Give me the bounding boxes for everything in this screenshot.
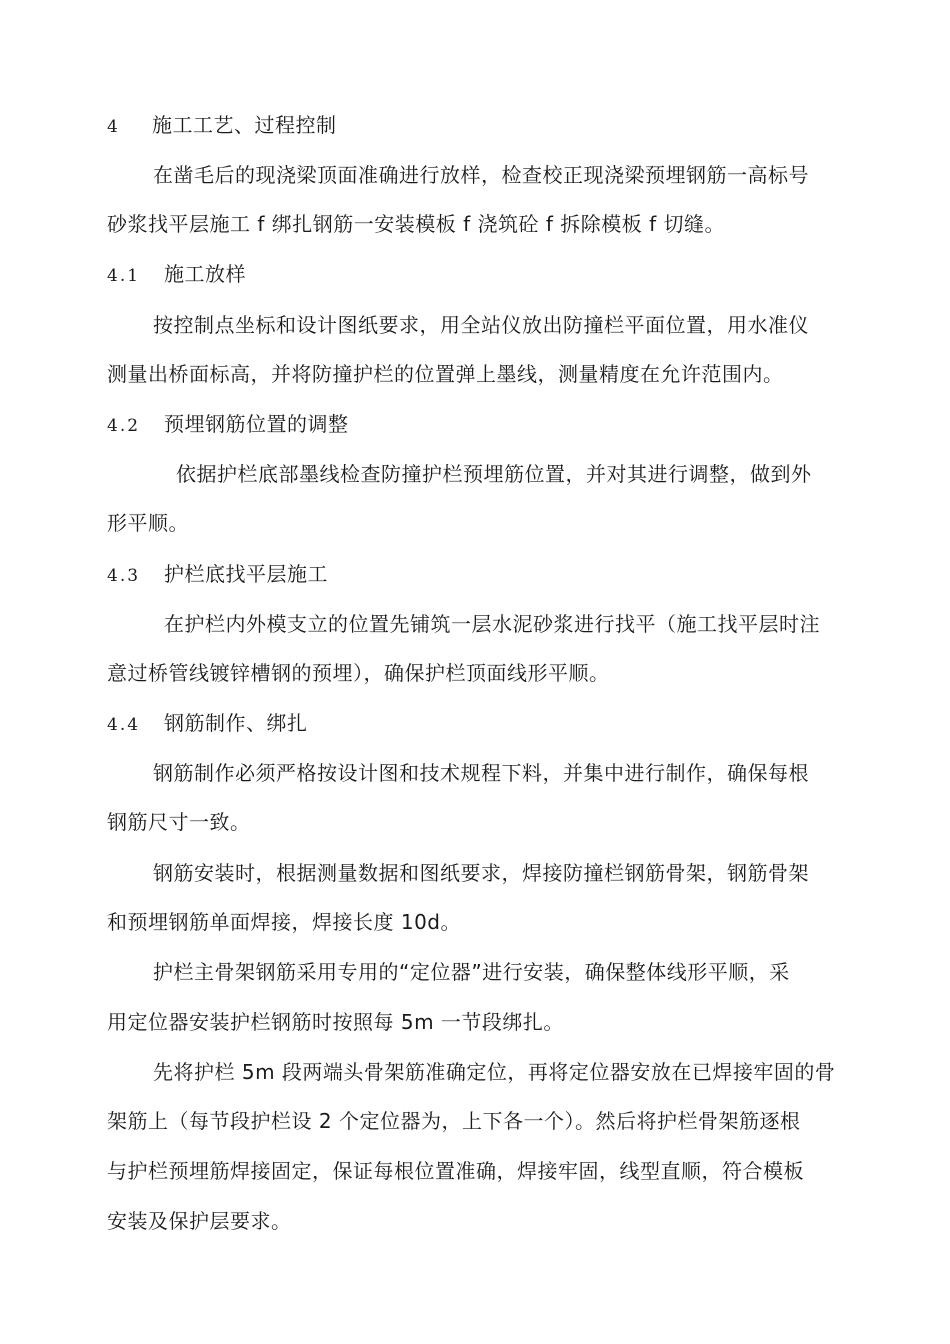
paragraph-line: 用定位器安装护栏钢筋时按照每 5m 一节段绑扎。 xyxy=(107,1010,564,1034)
section-4-3-heading xyxy=(107,560,328,588)
paragraph-line: 先将护栏 5m 段两端头骨架筋准确定位，再将定位器安放在已焊接牢固的骨 xyxy=(153,1060,836,1084)
section-title: 施工工艺、过程控制 xyxy=(152,113,337,137)
section-number: 4 xyxy=(107,117,120,137)
paragraph-line: 按控制点坐标和设计图纸要求，用全站仪放出防撞栏平面位置，用水准仪 xyxy=(153,313,809,337)
section-number: 4.4 xyxy=(107,715,141,735)
section-4-4-heading xyxy=(107,709,308,737)
paragraph-line: 在凿毛后的现浇梁顶面准确进行放样，检查校正现浇梁预埋钢筋一高标号 xyxy=(153,163,809,187)
section-title: 钢筋制作、绑扎 xyxy=(164,711,308,735)
paragraph-line: 护栏主骨架钢筋采用专用的“定位器”进行安装，确保整体线形平顺，采 xyxy=(153,960,790,984)
paragraph-line: 形平顺。 xyxy=(107,511,189,535)
paragraph-line: 钢筋制作必须严格按设计图和技术规程下料，并集中进行制作，确保每根 xyxy=(153,761,809,785)
paragraph-line: 钢筋尺寸一致。 xyxy=(107,810,251,834)
paragraph-line: 测量出桥面标高，并将防撞护栏的位置弹上墨线，测量精度在允许范围内。 xyxy=(107,362,784,386)
section-4-1-heading xyxy=(107,260,246,288)
section-4-heading xyxy=(107,111,337,139)
section-4-2-heading xyxy=(107,410,349,438)
paragraph-line: 依据护栏底部墨线检查防撞护栏预埋筋位置，并对其进行调整，做到外 xyxy=(176,462,812,486)
section-title: 护栏底找平层施工 xyxy=(164,562,328,586)
section-number: 4.2 xyxy=(107,416,141,436)
paragraph-line: 砂浆找平层施工 f 绑扎钢筋一安装模板 f 浇筑砼 f 拆除模板 f 切缝。 xyxy=(107,212,726,236)
paragraph-line: 钢筋安装时，根据测量数据和图纸要求，焊接防撞栏钢筋骨架，钢筋骨架 xyxy=(153,861,809,885)
paragraph-line: 和预埋钢筋单面焊接，焊接长度 10d。 xyxy=(107,910,462,934)
paragraph-line: 意过桥管线镀锌槽钢的预埋），确保护栏顶面线形平顺。 xyxy=(107,661,610,685)
paragraph-line: 与护栏预埋筋焊接固定，保证每根位置准确，焊接牢固，线型直顺，符合模板 xyxy=(107,1159,804,1183)
paragraph-line: 安装及保护层要求。 xyxy=(107,1209,292,1233)
paragraph-line: 在护栏内外模支立的位置先铺筑一层水泥砂浆进行找平（施工找平层时注 xyxy=(164,612,820,636)
section-number: 4.3 xyxy=(107,566,141,586)
section-title: 施工放样 xyxy=(164,262,246,286)
section-number: 4.1 xyxy=(107,266,141,286)
section-title: 预埋钢筋位置的调整 xyxy=(164,412,349,436)
paragraph-line: 架筋上（每节段护栏设 2 个定位器为，上下各一个）。然后将护栏骨架筋逐根 xyxy=(107,1109,801,1133)
